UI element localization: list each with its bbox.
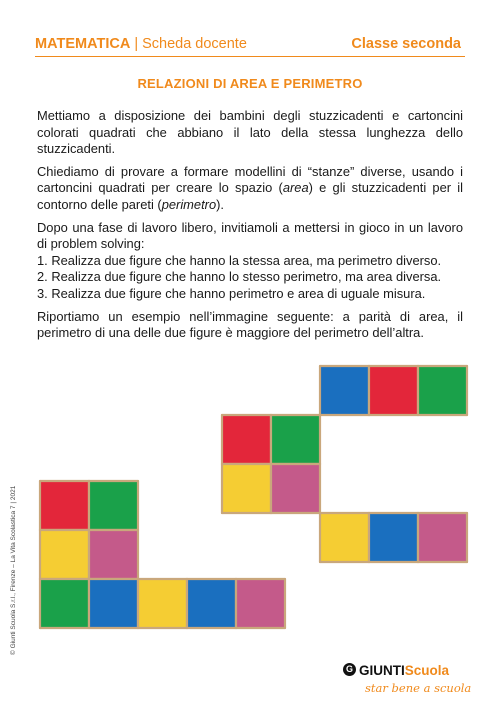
subject-label: MATEMATICA <box>35 36 131 52</box>
tile-red <box>40 481 89 530</box>
list-item: 3. Realizza due figure che hanno perimetro e area di uguale misura. <box>37 285 426 301</box>
tile-pink <box>271 464 320 513</box>
task-list <box>37 253 463 303</box>
list-item: 1. Realizza due figure che hanno la stessa area, ma perimetro diverso. <box>37 252 442 268</box>
giunti-logo <box>343 661 473 705</box>
tile-blue <box>320 366 369 415</box>
term-perimetro: perimetro <box>161 196 217 212</box>
body-text <box>37 108 463 348</box>
tile-blue <box>369 513 418 562</box>
list-item: 2. Realizza due figure che hanno lo stesso perimetro, ma area diversa. <box>37 269 442 285</box>
grade-label: Classe seconda <box>351 36 461 52</box>
tile-green <box>40 579 89 628</box>
page-header <box>35 34 465 57</box>
tile-green <box>271 415 320 464</box>
tile-yellow <box>222 464 271 513</box>
giunti-g-icon: G <box>343 663 356 676</box>
paragraph-example: Riportiamo un esempio nell’immagine seguente: a parità di area, il perimetro di una delle due figure è maggiore del perimetro dell’altra. <box>37 308 463 341</box>
tile-yellow <box>138 579 187 628</box>
left-figure <box>40 481 285 628</box>
copyright-credit: © Giunti Scuola S.r.l., Firenze – La Vita Scolastica 7 | 2021 <box>10 485 17 655</box>
tile-green <box>89 481 138 530</box>
page-title: RELAZIONI DI AREA E PERIMETRO <box>137 76 363 91</box>
tile-pink <box>418 513 467 562</box>
tile-yellow <box>320 513 369 562</box>
term-area: area <box>282 180 309 196</box>
tile-red <box>369 366 418 415</box>
tile-pink <box>236 579 285 628</box>
paragraph-text: Chiediamo di provare a formare modellini di “stanze” diverse, usando i cartoncini quadrati per creare lo spazio ( <box>37 163 463 196</box>
tile-pink <box>89 530 138 579</box>
tile-yellow <box>40 530 89 579</box>
paragraph-text: ). <box>216 196 225 212</box>
right-figure <box>222 366 467 562</box>
paragraph-text: ) e gli stuzzicadenti per il contorno delle pareti ( <box>37 180 463 212</box>
logo-brand <box>359 663 449 678</box>
header-left <box>35 36 247 52</box>
tile-blue <box>187 579 236 628</box>
paragraph-problem: Dopo una fase di lavoro libero, invitiamoli a mettersi in gioco in un lavoro di problem solving: <box>37 219 463 252</box>
logo-brand-name: GIUNTI <box>359 663 405 678</box>
paragraph-instructions <box>37 164 463 214</box>
tile-green <box>418 366 467 415</box>
sheet-label: Scheda docente <box>142 36 247 52</box>
tile-blue <box>89 579 138 628</box>
logo-brand-accent: Scuola <box>404 663 450 678</box>
tile-red <box>222 415 271 464</box>
paragraph-intro: Mettiamo a disposizione dei bambini degli stuzzicadenti e cartoncini colorati quadrati che abbiano il lato della stessa lunghezza dello stuzzicadenti. <box>37 108 463 157</box>
header-separator: | <box>134 36 139 52</box>
logo-tagline: star bene a scuola <box>365 681 472 695</box>
